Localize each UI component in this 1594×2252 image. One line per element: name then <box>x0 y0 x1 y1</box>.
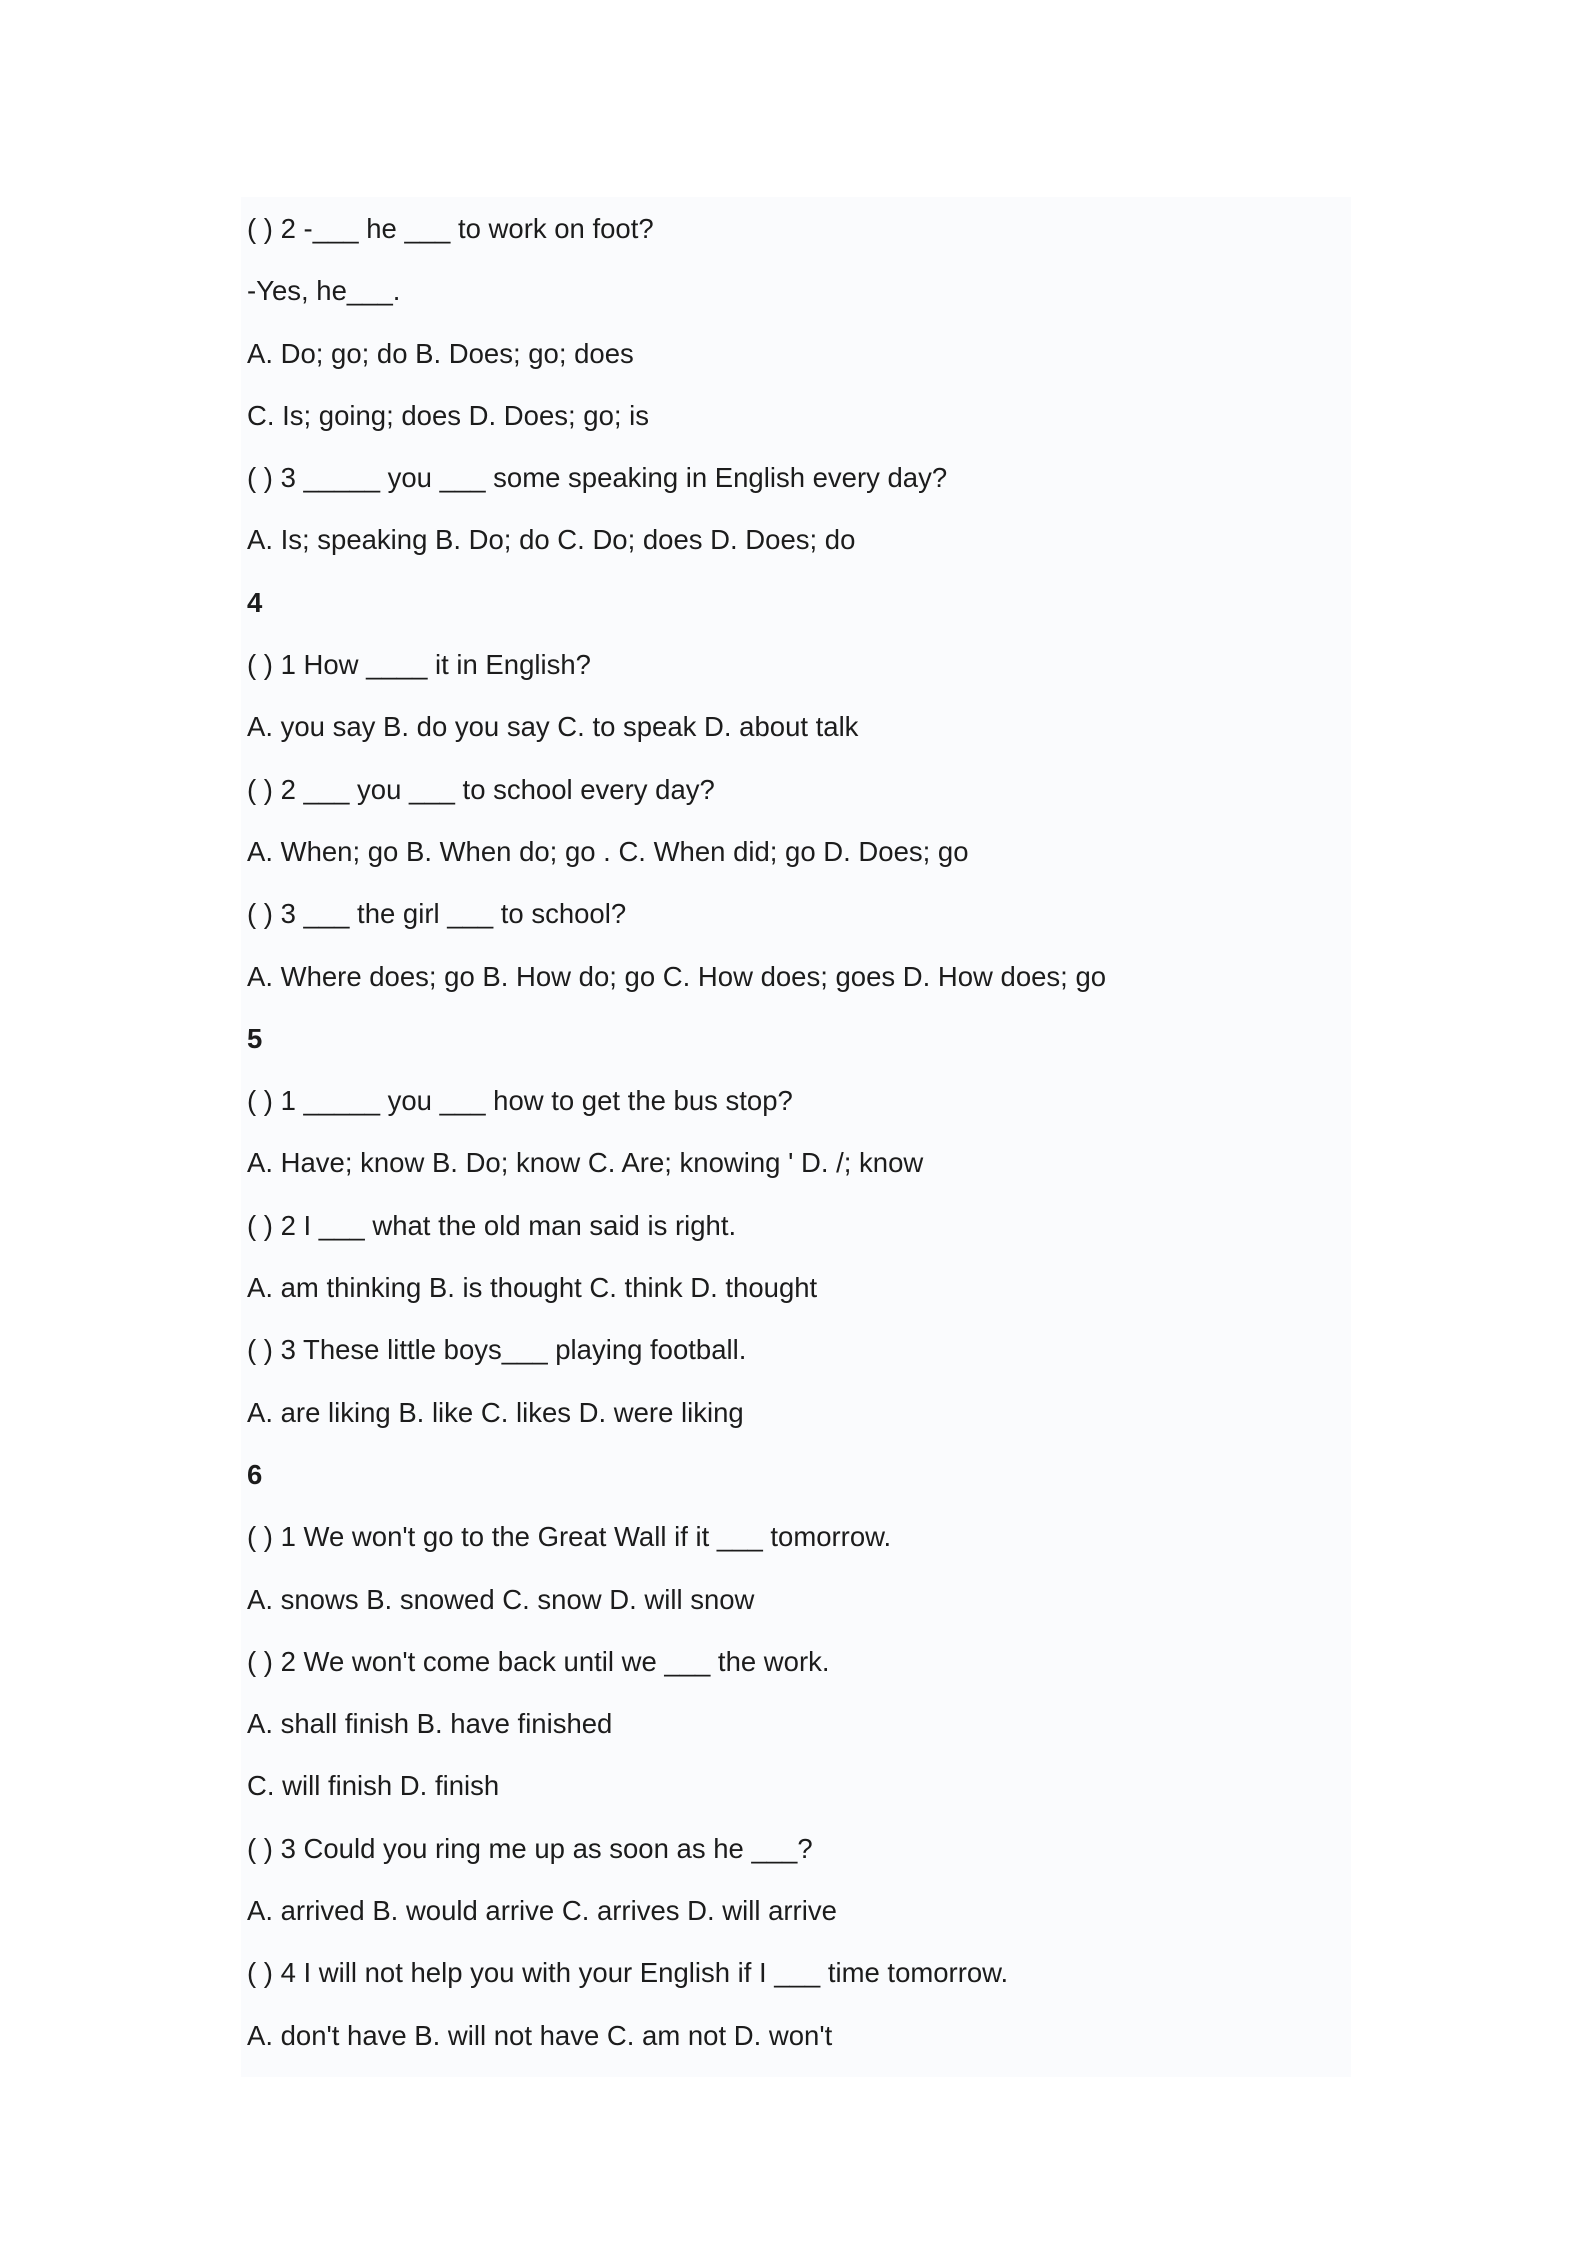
question-line: ( ) 2 ___ you ___ to school every day? <box>247 773 715 805</box>
question-line: A. Have; know B. Do; know C. Are; knowing ' D. /; know <box>247 1147 924 1179</box>
question-line: -Yes, he___. <box>247 275 401 307</box>
question-line: ( ) 2 I ___ what the old man said is right. <box>247 1209 737 1241</box>
question-line: ( ) 1 We won't go to the Great Wall if it ___ tomorrow. <box>247 1521 892 1553</box>
section-number: 5 <box>247 1022 263 1054</box>
question-line: ( ) 3 These little boys___ playing football. <box>247 1334 747 1366</box>
question-line: ( ) 2 We won't come back until we ___ the work. <box>247 1645 830 1677</box>
question-line: A. Do; go; do B. Does; go; does <box>247 337 634 369</box>
question-line: ( ) 1 How ____ it in English? <box>247 649 591 681</box>
question-line: ( ) 3 ___ the girl ___ to school? <box>247 898 627 930</box>
worksheet-questions <box>247 211 1106 2080</box>
question-line: A. are liking B. like C. likes D. were liking <box>247 1396 744 1428</box>
question-line: A. snows B. snowed C. snow D. will snow <box>247 1583 755 1615</box>
question-line: ( ) 3 Could you ring me up as soon as he ___? <box>247 1832 813 1864</box>
question-line: A. shall finish B. have finished <box>247 1708 613 1740</box>
question-line: C. will finish D. finish <box>247 1770 500 1802</box>
question-line: A. don't have B. will not have C. am not D. won't <box>247 2019 833 2051</box>
question-line: ( ) 3 _____ you ___ some speaking in English every day? <box>247 462 948 494</box>
question-line: A. am thinking B. is thought C. think D. thought <box>247 1272 818 1304</box>
question-line: A. arrived B. would arrive C. arrives D. will arrive <box>247 1895 837 1927</box>
question-line: A. Is; speaking B. Do; do C. Do; does D. Does; do <box>247 524 856 556</box>
question-line: ( ) 4 I will not help you with your English if I ___ time tomorrow. <box>247 1957 1009 1989</box>
question-line: ( ) 1 _____ you ___ how to get the bus stop? <box>247 1085 793 1117</box>
question-line: A. When; go B. When do; go . C. When did; go D. Does; go <box>247 835 969 867</box>
question-line: A. you say B. do you say C. to speak D. about talk <box>247 711 859 743</box>
question-line: A. Where does; go B. How do; go C. How does; goes D. How does; go <box>247 960 1107 992</box>
question-line: ( ) 2 -___ he ___ to work on foot? <box>247 213 654 244</box>
section-number: 4 <box>247 586 263 618</box>
section-number: 6 <box>247 1458 263 1490</box>
question-line: C. Is; going; does D. Does; go; is <box>247 399 649 431</box>
